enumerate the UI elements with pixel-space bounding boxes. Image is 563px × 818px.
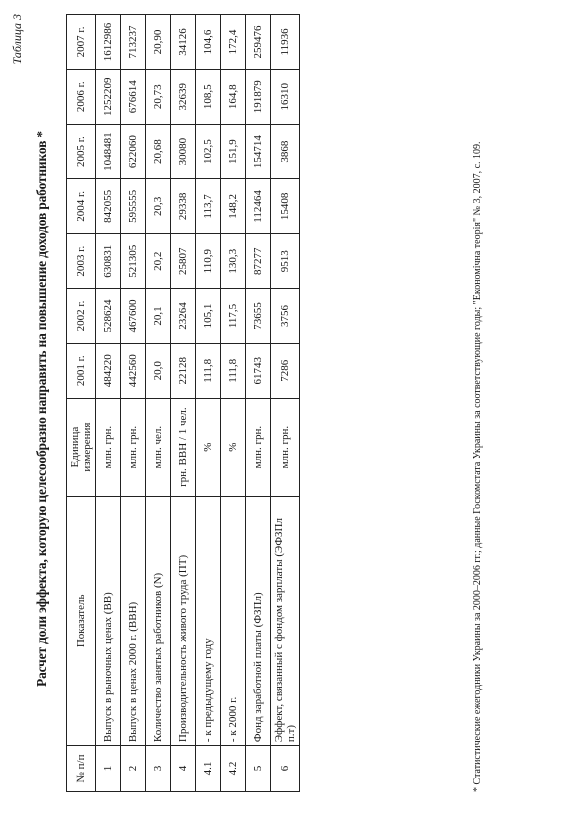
value-cell: 259476 bbox=[246, 15, 271, 70]
value-cell: 20,73 bbox=[146, 69, 171, 124]
unit-cell: % bbox=[221, 398, 246, 496]
value-cell: 20,2 bbox=[146, 234, 171, 289]
data-table bbox=[66, 14, 300, 792]
value-cell: 32639 bbox=[171, 69, 196, 124]
header-row bbox=[67, 15, 96, 792]
table-row bbox=[146, 15, 171, 792]
indicator-name: Производительность живого труда (ПТ) bbox=[171, 496, 196, 746]
value-cell: 151,9 bbox=[221, 124, 246, 179]
value-cell: 1252209 bbox=[96, 69, 121, 124]
value-cell: 11936 bbox=[271, 15, 300, 70]
value-cell: 713237 bbox=[121, 15, 146, 70]
unit-cell: грн. ВВН / 1 чел. bbox=[171, 398, 196, 496]
value-cell: 108,5 bbox=[196, 69, 221, 124]
value-cell: 3756 bbox=[271, 289, 300, 344]
value-cell: 22128 bbox=[171, 343, 196, 398]
value-cell: 1048481 bbox=[96, 124, 121, 179]
value-cell: 61743 bbox=[246, 343, 271, 398]
value-cell: 73655 bbox=[246, 289, 271, 344]
value-cell: 34126 bbox=[171, 15, 196, 70]
header-year: 2004 г. bbox=[67, 179, 96, 234]
value-cell: 442560 bbox=[121, 343, 146, 398]
header-year: 2007 г. bbox=[67, 15, 96, 70]
table-row bbox=[196, 15, 221, 792]
header-idx: № п/п bbox=[67, 746, 96, 792]
table-row bbox=[246, 15, 271, 792]
unit-cell: млн. грн. bbox=[96, 398, 121, 496]
unit-cell: млн. грн. bbox=[271, 398, 300, 496]
value-cell: 595555 bbox=[121, 179, 146, 234]
value-cell: 117,5 bbox=[221, 289, 246, 344]
value-cell: 676614 bbox=[121, 69, 146, 124]
value-cell: 20,0 bbox=[146, 343, 171, 398]
value-cell: 164,8 bbox=[221, 69, 246, 124]
table-row bbox=[171, 15, 196, 792]
value-cell: 113,7 bbox=[196, 179, 221, 234]
value-cell: 112464 bbox=[246, 179, 271, 234]
unit-cell: млн. чел. bbox=[146, 398, 171, 496]
header-unit: Единица измерения bbox=[67, 398, 96, 496]
value-cell: 191879 bbox=[246, 69, 271, 124]
value-cell: 154714 bbox=[246, 124, 271, 179]
value-cell: 130,3 bbox=[221, 234, 246, 289]
unit-cell: млн. грн. bbox=[246, 398, 271, 496]
value-cell: 102,5 bbox=[196, 124, 221, 179]
row-number: 6 bbox=[271, 746, 300, 792]
header-year: 2003 г. bbox=[67, 234, 96, 289]
value-cell: 467600 bbox=[121, 289, 146, 344]
row-number: 2 bbox=[121, 746, 146, 792]
value-cell: 9513 bbox=[271, 234, 300, 289]
value-cell: 23264 bbox=[171, 289, 196, 344]
value-cell: 148,2 bbox=[221, 179, 246, 234]
indicator-name: - к предыдущему году bbox=[196, 496, 221, 746]
value-cell: 104,6 bbox=[196, 15, 221, 70]
header-year: 2002 г. bbox=[67, 289, 96, 344]
table-title: Расчет доли эффекта, которую целесообразно направить на повышение доходов работников * bbox=[34, 131, 49, 687]
row-number: 5 bbox=[246, 746, 271, 792]
header-indicator: Показатель bbox=[67, 496, 96, 746]
unit-cell: % bbox=[196, 398, 221, 496]
table-row bbox=[271, 15, 300, 792]
value-cell: 111,8 bbox=[196, 343, 221, 398]
row-number: 4.1 bbox=[196, 746, 221, 792]
value-cell: 528624 bbox=[96, 289, 121, 344]
indicator-name: Выпуск в рыночных ценах (ВВ) bbox=[96, 496, 121, 746]
header-year: 2006 г. bbox=[67, 69, 96, 124]
value-cell: 20,90 bbox=[146, 15, 171, 70]
value-cell: 20,1 bbox=[146, 289, 171, 344]
value-cell: 20,3 bbox=[146, 179, 171, 234]
value-cell: 87277 bbox=[246, 234, 271, 289]
value-cell: 484220 bbox=[96, 343, 121, 398]
indicator-name: Количество занятых работников (N) bbox=[146, 496, 171, 746]
value-cell: 111,8 bbox=[221, 343, 246, 398]
indicator-name: - к 2000 г. bbox=[221, 496, 246, 746]
value-cell: 7286 bbox=[271, 343, 300, 398]
value-cell: 630831 bbox=[96, 234, 121, 289]
value-cell: 25807 bbox=[171, 234, 196, 289]
unit-cell: млн. грн. bbox=[121, 398, 146, 496]
value-cell: 30080 bbox=[171, 124, 196, 179]
table-row bbox=[121, 15, 146, 792]
table-row bbox=[221, 15, 246, 792]
header-year: 2001 г. bbox=[67, 343, 96, 398]
value-cell: 3868 bbox=[271, 124, 300, 179]
indicator-name: Фонд заработной платы (ФЗПл) bbox=[246, 496, 271, 746]
value-cell: 105,1 bbox=[196, 289, 221, 344]
indicator-name: Эффект, связанный с фондом зарплаты (ЭФЗПл п.т) bbox=[271, 496, 300, 746]
value-cell: 842055 bbox=[96, 179, 121, 234]
value-cell: 29338 bbox=[171, 179, 196, 234]
header-year: 2005 г. bbox=[67, 124, 96, 179]
indicator-name: Выпуск в ценах 2000 г. (ВВН) bbox=[121, 496, 146, 746]
value-cell: 16310 bbox=[271, 69, 300, 124]
footnote: * Статистические ежегодники Украины за 2000–2006 гг.; данные Госкомстата Украины за соответствующие годы; "Економічна теорія" № 3, 2007, с. 109. bbox=[472, 141, 483, 792]
value-cell: 172,4 bbox=[221, 15, 246, 70]
value-cell: 110,9 bbox=[196, 234, 221, 289]
row-number: 3 bbox=[146, 746, 171, 792]
value-cell: 521305 bbox=[121, 234, 146, 289]
value-cell: 15408 bbox=[271, 179, 300, 234]
value-cell: 1612986 bbox=[96, 15, 121, 70]
value-cell: 20,68 bbox=[146, 124, 171, 179]
row-number: 1 bbox=[96, 746, 121, 792]
value-cell: 622060 bbox=[121, 124, 146, 179]
table-number-label: Таблица 3 bbox=[10, 14, 24, 65]
table-row bbox=[96, 15, 121, 792]
row-number: 4 bbox=[171, 746, 196, 792]
row-number: 4.2 bbox=[221, 746, 246, 792]
